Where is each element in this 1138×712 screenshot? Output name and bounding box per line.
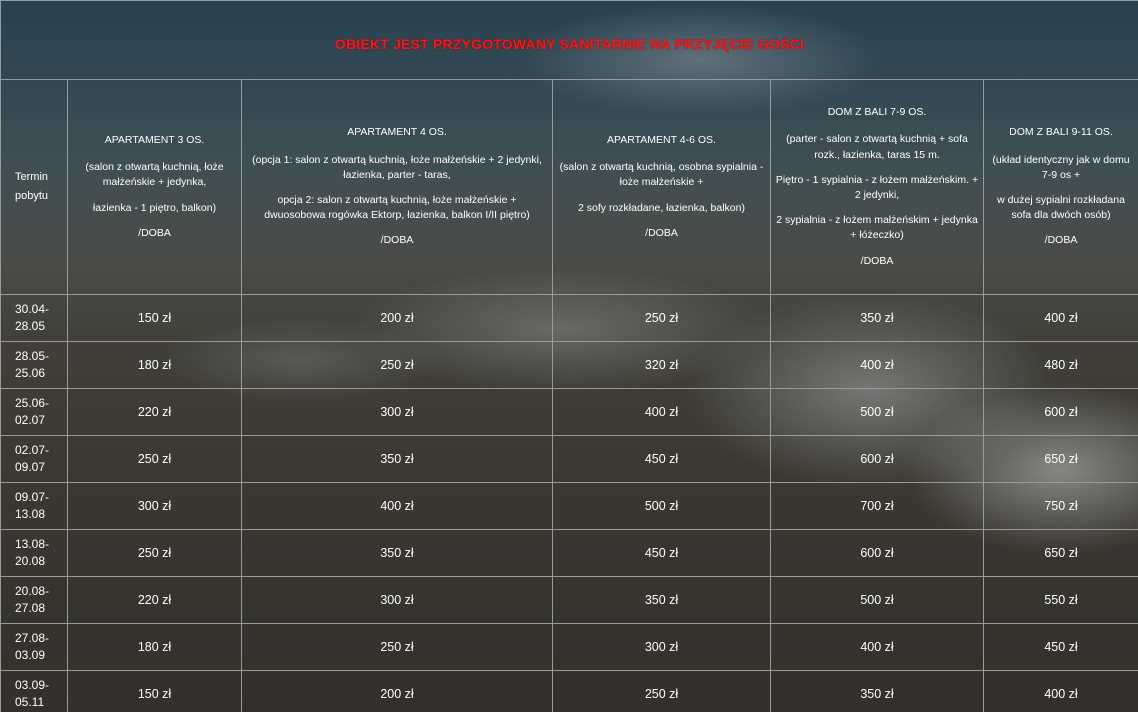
column-header: [68, 80, 242, 295]
stay-period-line: 03.09-: [15, 678, 50, 693]
price-cell: 400 zł: [553, 389, 771, 436]
stay-period: [1, 342, 68, 389]
price-cell: 350 zł: [242, 436, 553, 483]
column-description: (salon z otwartą kuchnią, osobna sypialnia - łoże małżeńskie +: [559, 161, 764, 189]
price-cell: 550 zł: [984, 577, 1138, 624]
table-row: [1, 295, 1138, 342]
term-header-line: Termin: [15, 171, 49, 184]
price-cell: 400 zł: [984, 295, 1138, 342]
column-description: /DOBA: [645, 226, 678, 239]
sanitary-notice: OBIEKT JEST PRZYGOTOWANY SANITARNIE NA PRZYJĘCIE GOŚCI: [1, 1, 1138, 80]
stay-period: [1, 295, 68, 342]
price-cell: 350 zł: [242, 530, 553, 577]
table-row: [1, 577, 1138, 624]
price-cell: 250 zł: [242, 342, 553, 389]
price-cell: 480 zł: [984, 342, 1138, 389]
column-header: [242, 80, 553, 295]
notice-row: [1, 1, 1138, 80]
stay-period-line: 28.05: [15, 319, 46, 333]
stay-period-line: 13.08-: [15, 537, 50, 552]
column-description: łazienka - 1 piętro, balkon): [92, 201, 217, 214]
stay-period-line: 25.06-: [15, 396, 50, 411]
price-cell: 300 zł: [242, 389, 553, 436]
price-cell: 650 zł: [984, 436, 1138, 483]
stay-period-line: 28.05-: [15, 349, 50, 364]
table-row: [1, 342, 1138, 389]
price-cell: 250 zł: [68, 436, 242, 483]
column-title: DOM Z BALI 7-9 OS.: [827, 106, 927, 119]
stay-period-line: 02.07: [15, 413, 46, 427]
price-cell: 300 zł: [553, 624, 771, 671]
column-description: w dużej sypialni rozkładana sofa dla dwóch osób): [997, 194, 1125, 222]
price-cell: 200 zł: [242, 671, 553, 712]
price-cell: 500 zł: [771, 577, 984, 624]
stay-period: [1, 530, 68, 577]
price-cell: 250 zł: [553, 671, 771, 712]
price-cell: 180 zł: [68, 342, 242, 389]
stay-period-line: 20.08-: [15, 584, 50, 599]
price-cell: 450 zł: [553, 436, 771, 483]
term-header-line: pobytu: [15, 190, 49, 202]
column-title: DOM Z BALI 9-11 OS.: [1009, 126, 1113, 139]
price-cell: 220 zł: [68, 389, 242, 436]
stay-period: [1, 389, 68, 436]
stay-period: [1, 483, 68, 530]
stay-period: [1, 577, 68, 624]
term-header: [1, 80, 68, 295]
stay-period: [1, 671, 68, 712]
price-cell: 350 zł: [771, 671, 984, 712]
price-cell: 250 zł: [553, 295, 771, 342]
price-cell: 400 zł: [771, 342, 984, 389]
price-cell: 500 zł: [771, 389, 984, 436]
header-row: [1, 80, 1138, 295]
column-description: /DOBA: [860, 254, 894, 267]
price-cell: 400 zł: [771, 624, 984, 671]
pricing-table-body: [1, 1, 1138, 712]
column-description: (opcja 1: salon z otwartą kuchnią, łoże małżeńskie + 2 jedynki, łazienka, parter - taras,: [252, 153, 542, 181]
stay-period-line: 02.07-: [15, 443, 50, 458]
stay-period-line: 05.11: [15, 695, 45, 709]
column-description: /DOBA: [138, 226, 171, 239]
column-header: [771, 80, 984, 295]
stay-period-line: 25.06: [15, 366, 46, 380]
column-description: (parter - salon z otwartą kuchnią + sofa rozk., łazienka, taras 15 m.: [786, 133, 968, 161]
table-row: [1, 624, 1138, 671]
stay-period-line: 27.08: [15, 601, 46, 615]
price-cell: 600 zł: [984, 389, 1138, 436]
stay-period-line: 09.07: [15, 460, 46, 474]
price-cell: 600 zł: [771, 530, 984, 577]
price-cell: 350 zł: [553, 577, 771, 624]
price-cell: 400 zł: [984, 671, 1138, 712]
column-title: APARTAMENT 4 OS.: [347, 126, 447, 139]
column-description: Piętro - 1 sypialnia - z łożem małżeńskim. + 2 jedynki,: [775, 173, 979, 201]
price-cell: 450 zł: [984, 624, 1138, 671]
price-cell: 600 zł: [771, 436, 984, 483]
price-cell: 350 zł: [771, 295, 984, 342]
table-row: [1, 530, 1138, 577]
price-cell: 320 zł: [553, 342, 771, 389]
table-row: [1, 483, 1138, 530]
stay-period: [1, 624, 68, 671]
column-description: (salon z otwartą kuchnią, łoże małżeńskie + jedynka,: [85, 161, 224, 189]
table-row: [1, 671, 1138, 712]
price-cell: 150 zł: [68, 295, 242, 342]
price-cell: 450 zł: [553, 530, 771, 577]
stay-period-line: 13.08: [15, 507, 46, 521]
price-cell: 300 zł: [68, 483, 242, 530]
stay-period-line: 03.09: [15, 648, 46, 662]
stay-period-line: 30.04-: [15, 302, 50, 317]
price-cell: 220 zł: [68, 577, 242, 624]
column-description: 2 sypialnia - z łożem małżeńskim + jedynka + łóżeczko): [776, 214, 978, 242]
stay-period-line: 09.07-: [15, 490, 50, 505]
column-header: [984, 80, 1138, 295]
column-description: 2 sofy rozkładane, łazienka, balkon): [578, 201, 745, 214]
price-cell: 500 zł: [553, 483, 771, 530]
column-header: [553, 80, 771, 295]
table-row: [1, 436, 1138, 483]
table-row: [1, 389, 1138, 436]
column-title: APARTAMENT 3 OS.: [104, 133, 205, 146]
price-cell: 400 zł: [242, 483, 553, 530]
column-description: /DOBA: [1044, 234, 1078, 247]
column-description: opcja 2: salon z otwartą kuchnią, łoże małżeńskie + dwuosobowa rogówka Ektorp, łazienka, balkon I/II piętro): [264, 194, 530, 222]
price-cell: 250 zł: [68, 530, 242, 577]
price-cell: 700 zł: [771, 483, 984, 530]
column-title: APARTAMENT 4-6 OS.: [607, 133, 716, 146]
column-description: (układ identyczny jak w domu 7-9 os +: [992, 153, 1130, 181]
price-cell: 300 zł: [242, 577, 553, 624]
price-cell: 150 zł: [68, 671, 242, 712]
price-cell: 180 zł: [68, 624, 242, 671]
price-cell: 200 zł: [242, 295, 553, 342]
stay-period-line: 20.08: [15, 554, 46, 568]
column-description: /DOBA: [380, 234, 414, 247]
stay-period: [1, 436, 68, 483]
price-cell: 750 zł: [984, 483, 1138, 530]
stay-period-line: 27.08-: [15, 631, 50, 646]
price-cell: 250 zł: [242, 624, 553, 671]
price-cell: 650 zł: [984, 530, 1138, 577]
